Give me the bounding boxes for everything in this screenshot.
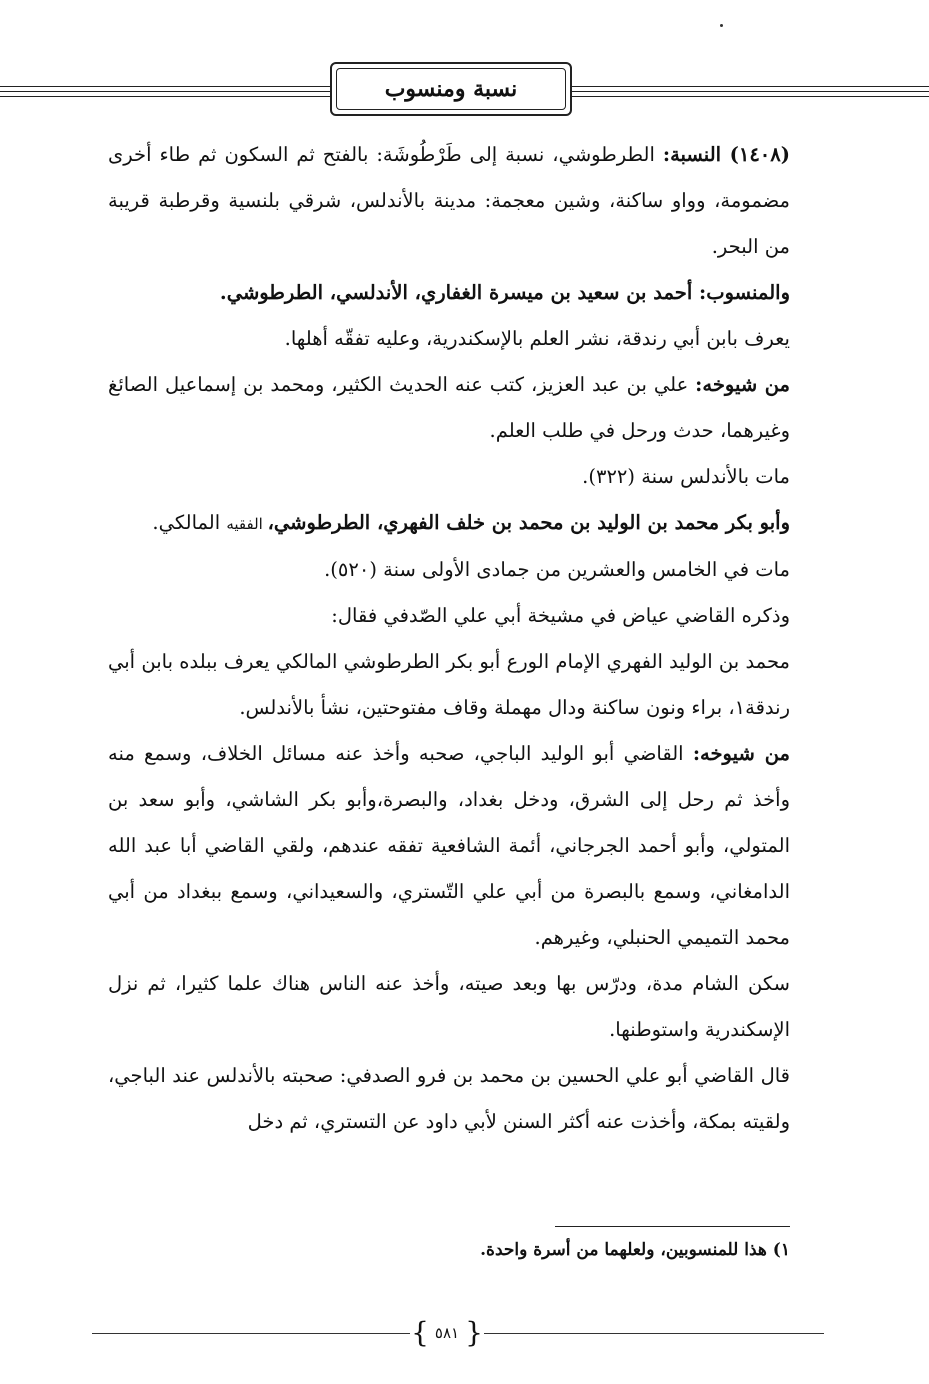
header-title-frame <box>330 62 572 116</box>
paragraph-text: مات بالأندلس سنة (٣٢٢). <box>582 465 790 488</box>
page-number-frame <box>412 1315 482 1351</box>
running-header-title: نسبة ومنسوب <box>336 68 566 110</box>
paragraph <box>108 639 790 731</box>
paragraph-text: سكن الشام مدة، ودرّس بها وبعد صيته، وأخذ عنه الناس هناك علما كثيرا، ثم نزل الإسكندرية واستوطنها. <box>108 972 790 1041</box>
paragraph <box>108 132 790 270</box>
page-number-rule-left <box>92 1333 410 1334</box>
paragraph <box>108 270 790 316</box>
paragraph <box>108 961 790 1053</box>
paragraph-text: علي بن عبد العزيز، كتب عنه الحديث الكثير، ومحمد بن إسماعيل الصائغ وغيرهما، حدث ورحل في طلب العلم. <box>108 373 790 442</box>
brace-left-icon: { <box>465 1316 483 1349</box>
paragraph <box>108 316 790 362</box>
bold-heading-text: من شيوخه: <box>695 373 790 396</box>
brace-right-icon: } <box>411 1316 429 1349</box>
paragraph-text: الفقيه <box>226 515 268 533</box>
footnote: ١) هذا للمنسوبين، ولعلهما من أسرة واحدة. <box>480 1240 790 1260</box>
paragraph <box>108 500 790 547</box>
paragraph-text: محمد بن الوليد الفهري الإمام الورع أبو بكر الطرطوشي المالكي يعرف ببلده بابن أبي رندقة١، براء ونون ساكنة ودال مهملة وقاف مفتوحتين، نشأ بالأندلس. <box>108 650 790 719</box>
footnote-separator <box>555 1226 790 1227</box>
bold-heading-text: (١٤٠٨) النسبة: <box>662 143 790 166</box>
paragraph-text: وذكره القاضي عياض في مشيخة أبي علي الصّدفي فقال: <box>331 604 790 627</box>
paragraph-text: يعرف بابن أبي رندقة، نشر العلم بالإسكندرية، وعليه تفقّه أهلها. <box>284 327 790 350</box>
page-number: ٥٨١ <box>434 1324 460 1342</box>
paragraph <box>108 593 790 639</box>
paragraph-text: المالكي. <box>152 511 227 534</box>
paragraph-text: مات في الخامس والعشرين من جمادى الأولى سنة (٥٢٠). <box>324 558 790 581</box>
paragraph <box>108 454 790 500</box>
page-number-rule-right <box>484 1333 824 1334</box>
bold-heading-text: من شيوخه: <box>692 742 790 765</box>
paragraph-text: الطرطوشي، نسبة إلى طَرْطُوشَة: بالفتح ثم السكون ثم طاء أخرى مضمومة، وواو ساكنة، وشين معجمة: مدينة بالأندلس، شرقي بلنسية وقرطبة قريبة من البحر. <box>108 143 790 258</box>
main-text <box>108 132 790 1145</box>
paragraph <box>108 547 790 593</box>
paragraph <box>108 1053 790 1145</box>
bold-heading-text: وأبو بكر محمد بن الوليد بن محمد بن خلف الفهري، الطرطوشي، <box>267 511 790 534</box>
paragraph <box>108 362 790 454</box>
paragraph-text: القاضي أبو الوليد الباجي، صحبه وأخذ عنه مسائل الخلاف، وسمع منه وأخذ ثم رحل إلى الشرق، ودخل بغداد، والبصرة،وأبو بكر الشاشي، وأبو سعد بن المتولي، وأبو أحمد الجرجاني، أئمة الشافعية تفقه عندهم، ولقي القاضي أبا عبد الله الدامغاني، وسمع بالبصرة من أبي علي التّستري، والسعيداني، وسمع ببغداد من أبي محمد التميمي الحنبلي، وغيرهم. <box>108 742 790 949</box>
paragraph-text: قال القاضي أبو علي الحسين بن محمد بن فرو الصدفي: صحبته بالأندلس عند الباجي، ولقيته بمكة، وأخذت عنه أكثر السنن لأبي داود عن التستري، ثم دخل <box>108 1064 790 1133</box>
ink-dot <box>720 24 723 27</box>
bold-heading-text: والمنسوب: أحمد بن سعيد بن ميسرة الغفاري، الأندلسي، الطرطوشي. <box>219 281 790 304</box>
paragraph <box>108 731 790 961</box>
